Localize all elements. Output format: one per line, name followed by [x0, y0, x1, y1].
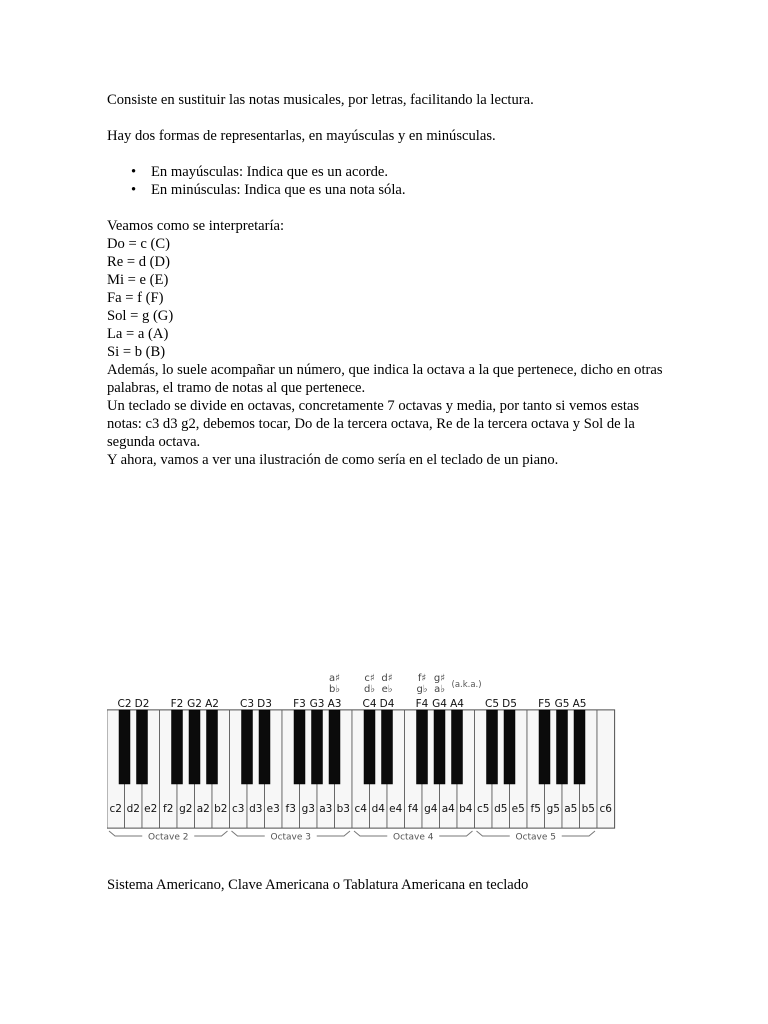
bullet-marker: •: [131, 164, 137, 180]
black-key-label: C2: [117, 698, 132, 710]
octave-bracket: [439, 831, 472, 836]
black-key-label: A3: [327, 698, 342, 710]
bullet-item: • En minúsculas: Indica que es una nota sóla.: [131, 182, 406, 198]
black-key: [434, 710, 445, 784]
black-key: [329, 710, 340, 784]
octave-bracket: [317, 831, 350, 836]
black-key-label: G2: [187, 698, 202, 710]
black-key: [382, 710, 393, 784]
note-equivalence: La = a (A): [107, 326, 169, 342]
white-key-label: f5: [530, 803, 541, 815]
black-key-label: C5: [484, 698, 500, 710]
white-key-label: a2: [196, 803, 210, 815]
black-key: [452, 710, 463, 784]
figure-caption: Sistema Americano, Clave Americana o Tablatura Americana en teclado: [107, 876, 529, 893]
black-key: [504, 710, 515, 784]
black-key-label: G5: [554, 698, 570, 710]
lead-paragraph: Veamos como se interpretaría:: [107, 218, 285, 234]
enharmonic-flat-label: e♭: [381, 684, 393, 695]
black-key: [119, 710, 130, 784]
black-key-label: G4: [432, 698, 447, 710]
black-key-label: F2: [170, 698, 184, 710]
white-key-label: c6: [599, 803, 612, 815]
note-equivalence: Mi = e (E): [107, 272, 169, 288]
black-key: [557, 710, 568, 784]
black-key: [539, 710, 550, 784]
octave-bracket: [562, 831, 595, 836]
octave-bracket: [109, 831, 142, 836]
intro-paragraph: Consiste en sustituir las notas musicales, por letras, facilitando la lectura.: [107, 92, 534, 108]
bullet-item: • En mayúsculas: Indica que es un acorde.: [131, 164, 389, 180]
black-key: [242, 710, 253, 784]
white-key-label: d4: [371, 803, 385, 815]
black-key: [294, 710, 305, 784]
white-key-label: a3: [319, 803, 333, 815]
enharmonic-flat-label: d♭: [363, 684, 376, 695]
black-key: [574, 710, 585, 784]
white-key-label: c3: [232, 803, 245, 815]
octave-bracket: [477, 831, 510, 836]
black-key: [364, 710, 375, 784]
octave-label: Octave 2: [147, 832, 189, 843]
white-key-label: c2: [109, 803, 122, 815]
black-key-label: C4: [362, 698, 377, 710]
note-equivalence: Si = b (B): [107, 344, 166, 360]
black-key: [189, 710, 200, 784]
white-key-label: d5: [494, 803, 508, 815]
black-key-label: F5: [538, 698, 551, 710]
black-key-label: A4: [450, 698, 464, 710]
aka-label: (a.k.a.): [451, 680, 482, 690]
white-key-label: a4: [441, 803, 455, 815]
white-key-label: b3: [336, 803, 350, 815]
intro-paragraph: Hay dos formas de representarlas, en mayúsculas y en minúsculas.: [107, 128, 496, 144]
black-key: [417, 710, 428, 784]
document-body: [107, 91, 667, 469]
white-key-label: g3: [301, 803, 315, 815]
black-key: [207, 710, 218, 784]
white-key-label: b2: [214, 803, 228, 815]
white-key-label: c4: [354, 803, 367, 815]
illustration-intro: Y ahora, vamos a ver una ilustración de como sería en el teclado de un piano.: [107, 452, 559, 468]
piano-keyboard-diagram: [107, 667, 617, 845]
octave-label: Octave 5: [515, 832, 557, 843]
white-key-label: g2: [179, 803, 193, 815]
black-key-label: A2: [205, 698, 219, 710]
black-key: [312, 710, 323, 784]
white-key-label: d2: [126, 803, 140, 815]
white-key-label: e2: [144, 803, 158, 815]
black-key-label: D3: [257, 698, 272, 710]
white-key-label: g4: [424, 803, 438, 815]
black-key-label: A5: [572, 698, 587, 710]
octave-paragraph: Además, lo suele acompañar un número, que indica la octava a la que pertenece, dicho en otras palabras, el tramo de notas al que pertenece.: [107, 362, 663, 396]
white-key-label: b5: [581, 803, 595, 815]
note-equivalence: Sol = g (G): [107, 308, 174, 324]
black-key-label: C3: [239, 698, 255, 710]
white-key-label: a5: [564, 803, 578, 815]
white-key-label: c5: [477, 803, 490, 815]
enharmonic-sharp-label: c♯: [364, 673, 375, 684]
enharmonic-flat-label: a♭: [434, 684, 445, 695]
note-equivalence: Do = c (C): [107, 236, 170, 252]
note-equivalence: Re = d (D): [107, 254, 170, 270]
black-key-label: D5: [502, 698, 517, 710]
black-key-label: D2: [134, 698, 150, 710]
white-key-label: f4: [408, 803, 419, 815]
keyboard-paragraph: Un teclado se divide en octavas, concretamente 7 octavas y media, por tanto si vemos estas notas: c3 d3 g2, debemos tocar, Do de la tercera octava, Re de la tercera octava y Sol de la segunda octava.: [107, 398, 640, 450]
white-key-label: e4: [389, 803, 403, 815]
octave-label: Octave 4: [392, 832, 434, 843]
white-key-label: d3: [249, 803, 263, 815]
white-key-label: f2: [163, 803, 174, 815]
octave-bracket: [232, 831, 265, 836]
piano-illustration: [107, 667, 617, 845]
octave-bracket: [354, 831, 387, 836]
enharmonic-sharp-label: g♯: [433, 673, 446, 684]
enharmonic-flat-label: b♭: [328, 684, 341, 695]
black-key-label: F4: [415, 698, 429, 710]
white-key-label: f3: [285, 803, 296, 815]
note-equivalence: Fa = f (F): [107, 290, 164, 306]
enharmonic-sharp-label: d♯: [381, 673, 393, 684]
white-key-label: e5: [511, 803, 525, 815]
black-key: [259, 710, 270, 784]
black-key-label: D4: [379, 698, 395, 710]
white-key-label: b4: [459, 803, 473, 815]
black-key: [487, 710, 498, 784]
black-key: [137, 710, 148, 784]
enharmonic-flat-label: g♭: [416, 684, 428, 695]
octave-label: Octave 3: [270, 832, 312, 843]
white-key-label: e3: [266, 803, 280, 815]
black-key-label: G3: [309, 698, 325, 710]
white-key-label: g5: [546, 803, 560, 815]
bullet-marker: •: [131, 182, 137, 198]
enharmonic-sharp-label: f♯: [417, 673, 427, 684]
black-key-label: F3: [293, 698, 306, 710]
black-key: [172, 710, 183, 784]
octave-bracket: [194, 831, 227, 836]
bullet-list: [107, 163, 667, 199]
enharmonic-sharp-label: a♯: [329, 673, 340, 684]
